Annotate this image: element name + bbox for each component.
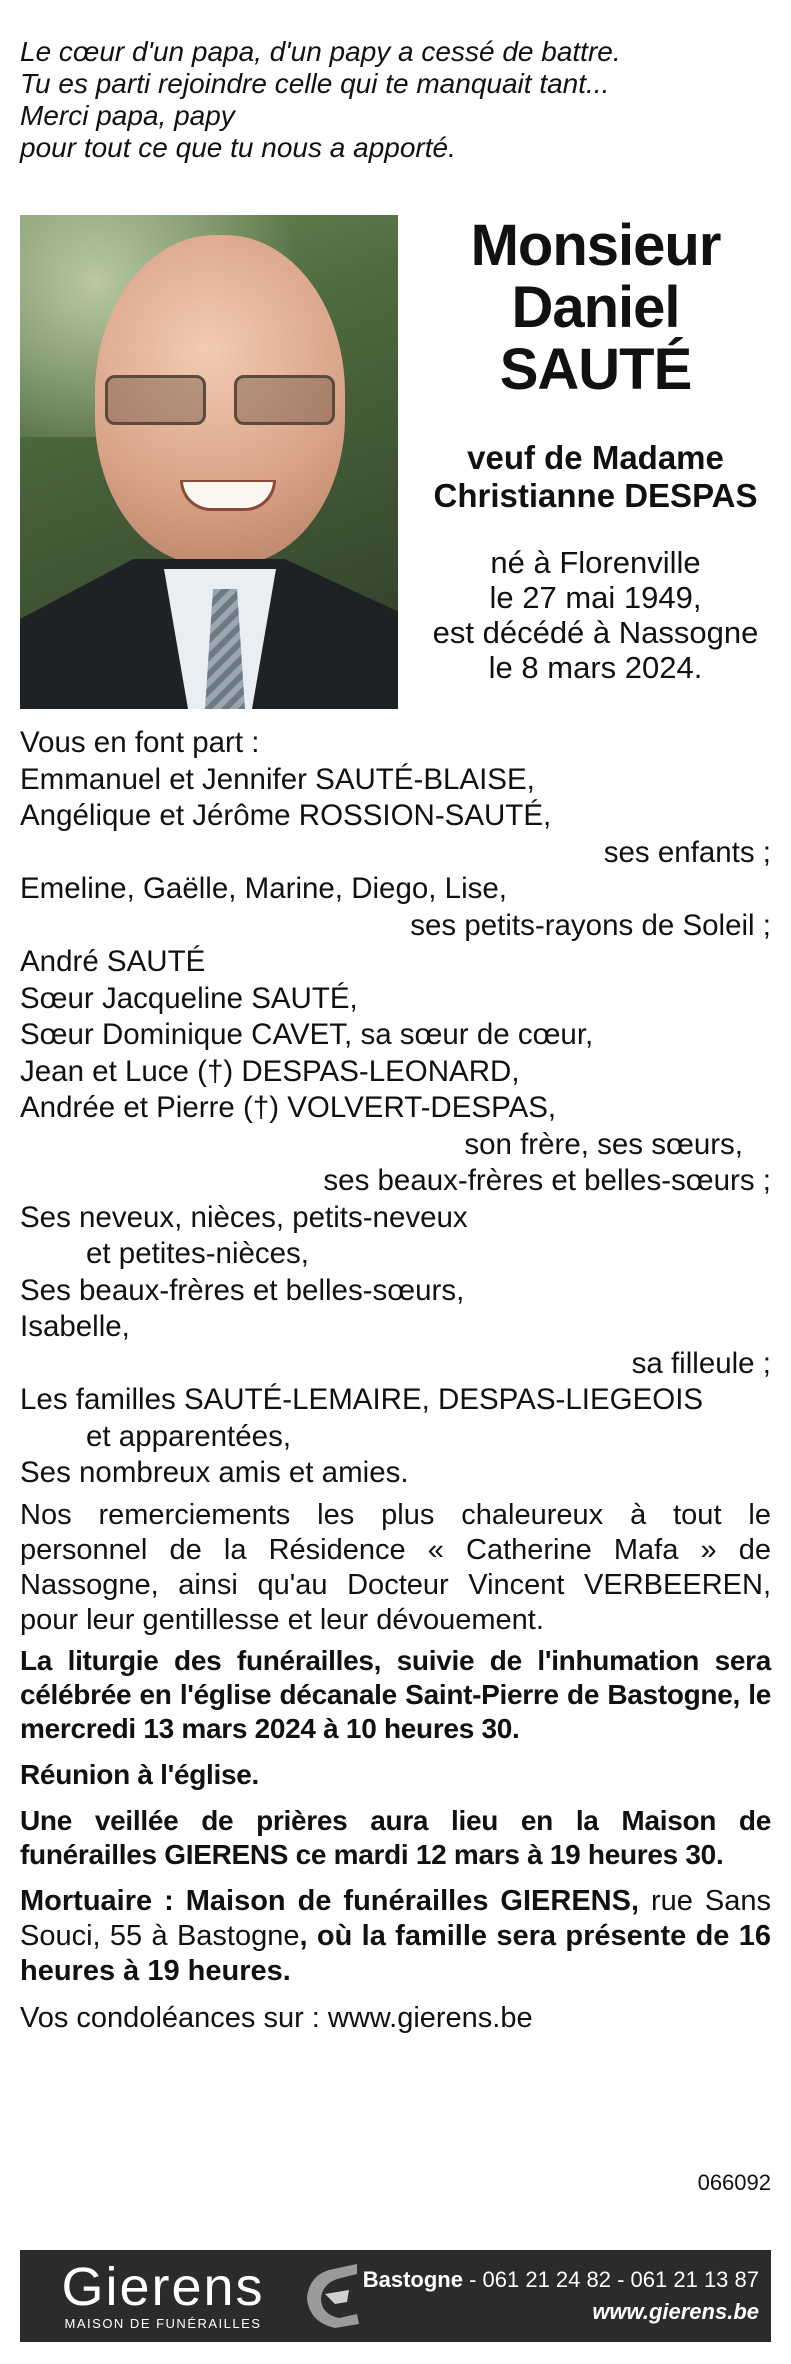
- meeting-paragraph: Réunion à l'église.: [20, 1758, 260, 1790]
- funeral-paragraph: La liturgie des funérailles, suivie de l'inhumation sera célébrée en l'église décanale Saint-Pierre de Bastogne, le mercredi 13 mars 2024 à 10 heures 30.: [20, 1644, 771, 1744]
- family-role: ses petits-rayons de Soleil ;: [410, 908, 771, 942]
- family-intro: Vous en font part :: [20, 726, 260, 759]
- family-line: Les familles SAUTÉ-LEMAIRE, DESPAS-LIEGEOIS: [20, 1383, 704, 1416]
- contact-city: Bastogne: [362, 2267, 463, 2292]
- family-line: Ses neveux, nièces, petits-neveux: [20, 1200, 468, 1234]
- family-line: Emmanuel et Jennifer SAUTÉ-BLAISE,: [20, 762, 535, 796]
- family-line: Isabelle,: [20, 1310, 130, 1343]
- family-line: Sœur Jacqueline SAUTÉ,: [20, 981, 358, 1015]
- family-line: André SAUTÉ: [20, 945, 206, 978]
- family-line: et petites-nièces,: [86, 1237, 310, 1270]
- deceased-first-name: Daniel: [511, 275, 680, 340]
- funeral-home-footer: [20, 2250, 771, 2342]
- thanks-paragraph: Nos remerciements les plus chaleureux à tout le personnel de la Résidence « Catherine Mafa » de Nassogne, ainsi qu'au Docteur Vincent VERBEEREN, pour leur gentillesse et leur dévouement.: [20, 1498, 771, 1636]
- birth-death-info: né à Florenville le 27 mai 1949, est décédé à Nassogne le 8 mars 2024.: [432, 545, 759, 685]
- family-role: ses beaux-frères et belles-sœurs ;: [323, 1164, 771, 1197]
- family-line: et apparentées,: [86, 1419, 292, 1453]
- family-line: Sœur Dominique CAVET, sa sœur de cœur,: [20, 1018, 594, 1051]
- contact-website[interactable]: www.gierens.be: [592, 2299, 759, 2324]
- portrait-photo: [20, 215, 398, 709]
- family-line: Emeline, Gaëlle, Marine, Diego, Lise,: [20, 872, 507, 905]
- deceased-name-block: [420, 215, 771, 685]
- widow-of: veuf de Madame Christianne DESPAS: [433, 439, 758, 514]
- poem: [20, 36, 760, 164]
- family-role: son frère, ses sœurs,: [464, 1127, 743, 1161]
- mortuary-paragraph: Mortuaire : Maison de funérailles GIERENS, rue Sans Souci, 55 à Bastogne, où la famille sera présente de 16 heures à 19 heures.: [20, 1884, 771, 1987]
- poem-line: Tu es parti rejoindre celle qui te manquait tant...: [20, 68, 610, 99]
- poem-line: pour tout ce que tu nous a apporté.: [20, 132, 456, 163]
- poem-line: Merci papa, papy: [20, 100, 235, 131]
- reference-number: 066092: [697, 2170, 771, 2195]
- contact-info: [363, 2264, 759, 2328]
- family-line: Andrée et Pierre (†) VOLVERT-DESPAS,: [20, 1091, 557, 1124]
- family-line: Ses nombreux amis et amies.: [20, 1456, 409, 1489]
- family-line: Ses beaux-frères et belles-sœurs,: [20, 1273, 465, 1307]
- family-line: Angélique et Jérôme ROSSION-SAUTÉ,: [20, 799, 552, 832]
- deceased-title: Monsieur: [470, 213, 721, 278]
- contact-phones: - 061 21 24 82 - 061 21 13 87: [462, 2267, 759, 2292]
- condolences-line: Vos condoléances sur : www.gierens.be: [20, 2001, 533, 2034]
- deceased-last-name: SAUTÉ: [499, 337, 692, 402]
- family-role: sa filleule ;: [631, 1346, 771, 1380]
- gierens-logo: Gierens MAISON DE FUNÉRAILLES: [61, 2257, 265, 2331]
- family-role: ses enfants ;: [603, 835, 771, 869]
- vigil-paragraph: Une veillée de prières aura lieu en la Maison de funérailles GIERENS ce mardi 12 mars à 19 heures 30.: [20, 1804, 771, 1870]
- portrait-glasses: [105, 375, 335, 425]
- family-line: Jean et Luce (†) DESPAS-LEONARD,: [20, 1054, 520, 1088]
- poem-line: Le cœur d'un papa, d'un papy a cessé de battre.: [20, 36, 621, 67]
- announcement-body: [20, 725, 771, 2036]
